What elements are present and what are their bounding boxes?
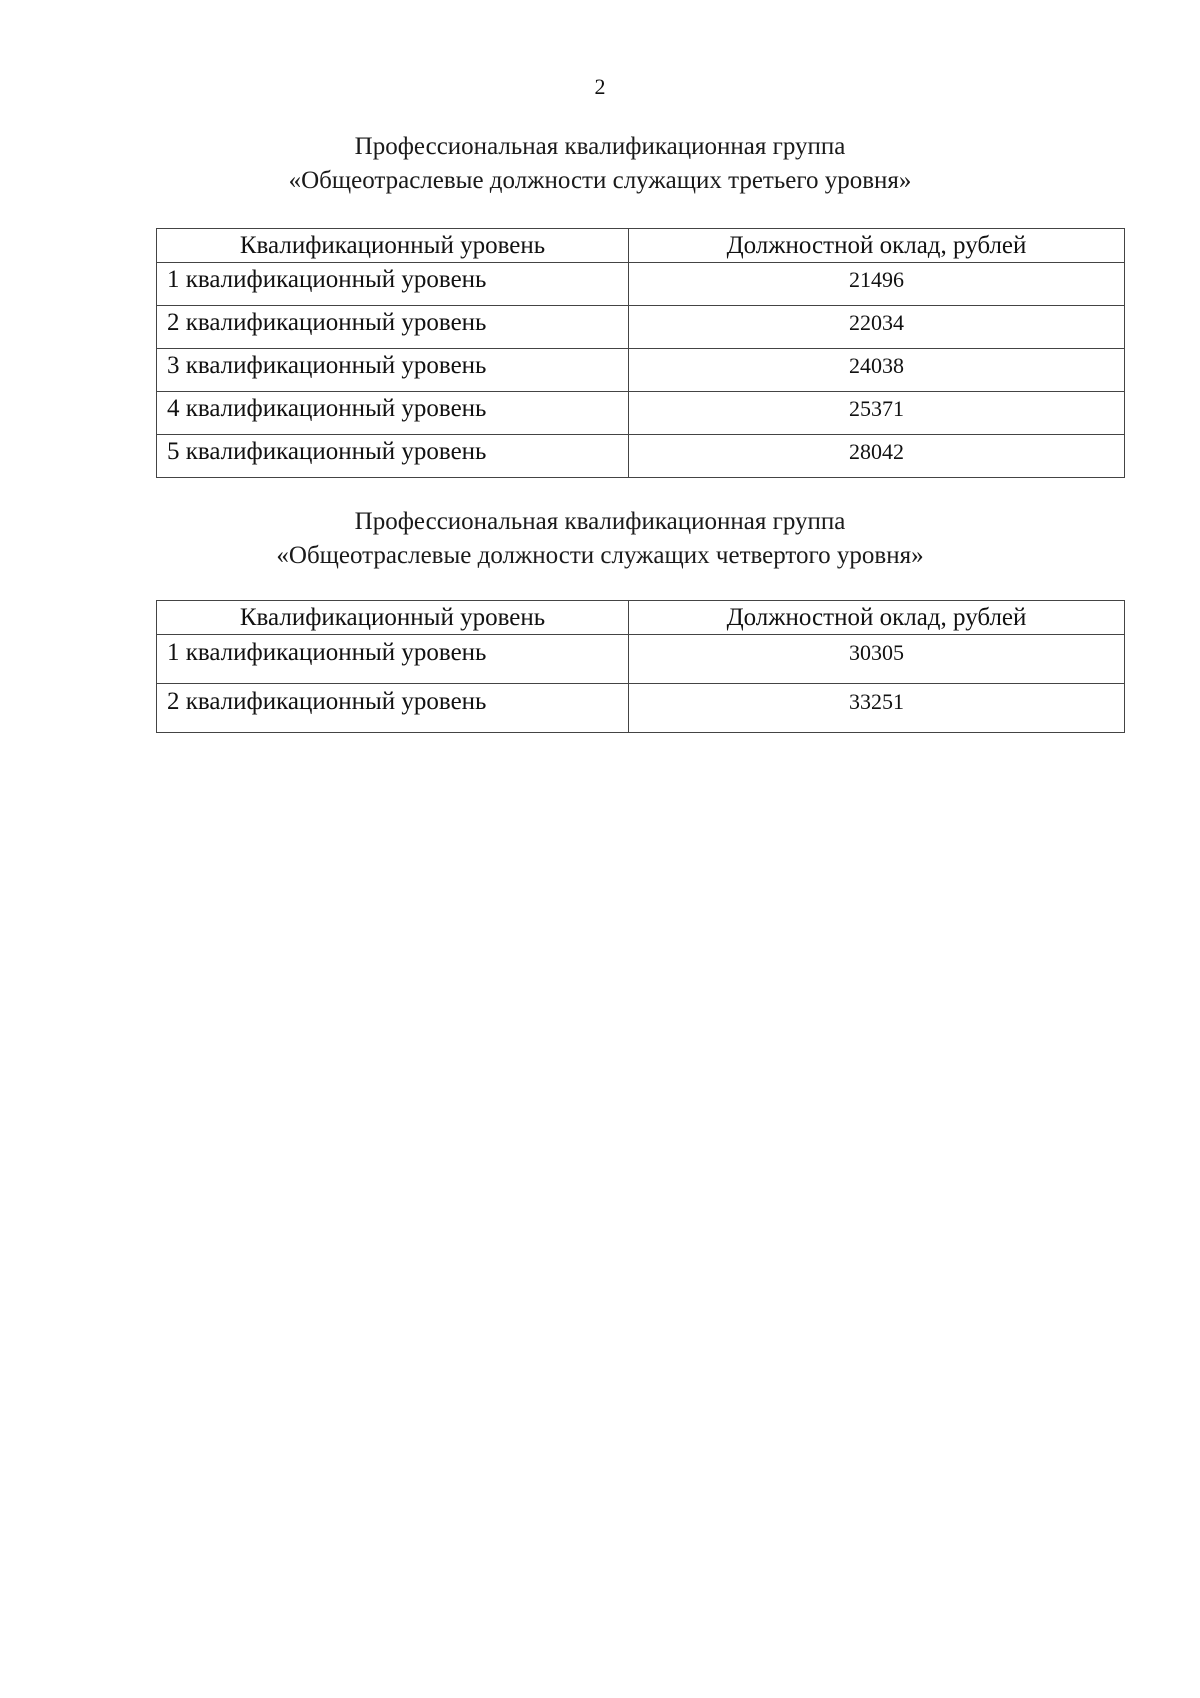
level-cell: 5 квалификационный уровень	[157, 435, 629, 478]
table-row	[157, 392, 1125, 435]
salary-cell: 28042	[629, 435, 1125, 478]
salary-table-third-level	[156, 228, 1125, 478]
group-title-line1: Профессиональная квалификационная группа	[354, 508, 846, 535]
level-cell: 1 квалификационный уровень	[157, 635, 629, 684]
column-header-salary: Должностной оклад, рублей	[629, 229, 1125, 263]
table-header-row	[157, 229, 1125, 263]
table-row	[157, 684, 1125, 733]
table-header-row	[157, 601, 1125, 635]
column-header-level: Квалификационный уровень	[157, 229, 629, 263]
group-title-line2: «Общеотраслевые должности служащих третьего уровня»	[288, 167, 912, 194]
group-title-line1: Профессиональная квалификационная группа	[354, 133, 846, 160]
group-title-third-level	[0, 130, 1200, 198]
salary-cell: 33251	[629, 684, 1125, 733]
column-header-salary: Должностной оклад, рублей	[629, 601, 1125, 635]
column-header-level: Квалификационный уровень	[157, 601, 629, 635]
table-row	[157, 306, 1125, 349]
salary-cell: 30305	[629, 635, 1125, 684]
salary-cell: 21496	[629, 263, 1125, 306]
salary-cell: 24038	[629, 349, 1125, 392]
page-number: 2	[594, 74, 606, 99]
table-row	[157, 635, 1125, 684]
salary-table-fourth-level	[156, 600, 1125, 733]
group-title-line2: «Общеотраслевые должности служащих четвертого уровня»	[276, 542, 924, 569]
level-cell: 3 квалификационный уровень	[157, 349, 629, 392]
group-title-fourth-level	[0, 505, 1200, 573]
level-cell: 4 квалификационный уровень	[157, 392, 629, 435]
salary-cell: 22034	[629, 306, 1125, 349]
level-cell: 2 квалификационный уровень	[157, 306, 629, 349]
table-row	[157, 435, 1125, 478]
level-cell: 1 квалификационный уровень	[157, 263, 629, 306]
table-row	[157, 263, 1125, 306]
table-row	[157, 349, 1125, 392]
level-cell: 2 квалификационный уровень	[157, 684, 629, 733]
salary-cell: 25371	[629, 392, 1125, 435]
